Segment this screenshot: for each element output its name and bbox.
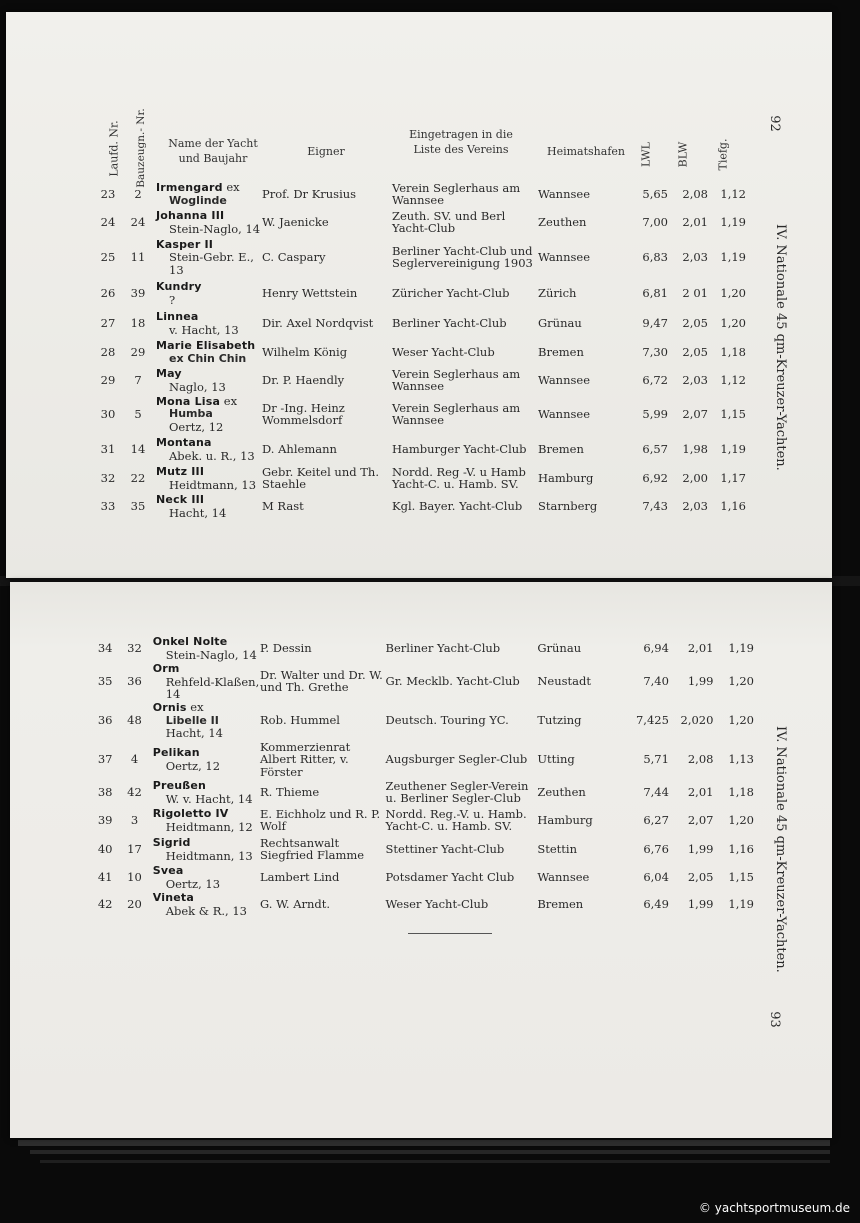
yacht-name: Mutz III <box>156 465 205 478</box>
lauf-nr: 30 <box>100 406 116 421</box>
yacht-builder: Naglo, 13 <box>169 379 226 394</box>
yacht-table-92 <box>96 180 746 520</box>
owner: Prof. Dr Krusius <box>262 186 357 201</box>
header-blw: BLW <box>676 141 690 168</box>
yacht-name-cell <box>153 634 260 662</box>
yacht-name: Svea <box>152 864 184 877</box>
tiefg-value: 1,15 <box>720 406 746 421</box>
yacht-name-cell <box>156 366 262 394</box>
header-tiefg: Tiefg. <box>716 138 730 171</box>
yacht-builder: Heidtmann, 12 <box>165 819 253 834</box>
owner: Dr. Walter und Dr. W. und Th. Grethe <box>260 667 383 695</box>
table-row <box>96 338 746 366</box>
blw-value: 2,01 <box>687 784 714 799</box>
yacht-builder: Stein-Naglo, 14 <box>169 221 261 236</box>
yacht-builder: W. v. Hacht, 14 <box>165 791 253 806</box>
bau-nr: 18 <box>130 315 146 330</box>
lauf-nr: 38 <box>97 784 113 799</box>
bau-nr: 2 <box>134 186 142 201</box>
yacht-name-suffix: ex <box>220 393 238 408</box>
club: Nordd. Reg.-V. u. Hamb. Yacht-C. u. Hamb. SV. <box>385 806 527 833</box>
tiefg-value: 1,17 <box>720 470 746 485</box>
yacht-builder: ? <box>169 292 176 307</box>
bau-nr: 39 <box>130 285 146 300</box>
bau-nr: 17 <box>127 841 142 856</box>
yacht-name: Kundry <box>156 280 202 293</box>
home-port: Zeuthen <box>537 784 586 799</box>
tiefg-value: 1,12 <box>720 186 746 201</box>
tiefg-value: 1,19 <box>728 896 754 911</box>
lauf-nr: 29 <box>100 372 116 387</box>
club: Berliner Yacht-Club <box>385 640 501 655</box>
club: Augsburger Segler-Club <box>385 752 528 766</box>
yacht-builder: ex Chin Chin <box>169 351 247 365</box>
yacht-builder-extra: Hacht, 14 <box>165 726 224 741</box>
blw-value: 1,99 <box>687 896 714 911</box>
tiefg-value: 1,13 <box>728 752 754 766</box>
lauf-nr: 23 <box>100 186 116 201</box>
table-row <box>96 492 746 520</box>
owner: Wilhelm König <box>262 344 348 359</box>
table-row <box>96 464 746 492</box>
lwl-value: 7,44 <box>643 784 669 799</box>
yacht-name-cell <box>153 701 260 741</box>
club: Zeuthener Segler-Verein u. Berliner Segler-Club <box>385 778 529 805</box>
yacht-name-cell <box>156 492 262 520</box>
tiefg-value: 1,20 <box>728 812 754 827</box>
home-port: Hamburg <box>537 812 593 827</box>
yacht-name-suffix: ex <box>222 180 240 194</box>
table-row <box>94 778 754 806</box>
yacht-name-cell <box>153 864 260 890</box>
tiefg-value: 1,20 <box>720 285 746 300</box>
lwl-value: 7,40 <box>643 674 669 688</box>
yacht-builder: Abek. u. R., 13 <box>169 448 255 463</box>
owner: G. W. Arndt. <box>260 896 331 911</box>
tiefg-value: 1,20 <box>720 315 746 330</box>
lauf-nr: 35 <box>97 674 113 688</box>
club: Potsdamer Yacht Club <box>385 869 515 884</box>
yacht-builder: Oertz, 12 <box>165 758 221 773</box>
page-edge <box>18 1140 830 1146</box>
table-row <box>96 394 746 434</box>
bau-nr: 42 <box>127 784 142 799</box>
lwl-value: 5,99 <box>642 406 668 421</box>
yacht-name: Ornis <box>152 701 187 715</box>
yacht-name-cell <box>153 890 260 918</box>
yacht-name: Preußen <box>152 779 207 792</box>
header-name: Name der Yacht und Baujahr <box>168 137 258 165</box>
tiefg-value: 1,16 <box>728 841 754 856</box>
lauf-nr: 31 <box>100 441 116 456</box>
yacht-builder: Rehfeld-Klaßen, 14 <box>165 674 260 701</box>
yacht-table-93 <box>94 634 754 918</box>
lwl-value: 7,30 <box>642 344 668 359</box>
owner: Henry Wettstein <box>262 285 358 300</box>
lauf-nr: 32 <box>100 470 116 485</box>
lauf-nr: 25 <box>100 249 116 264</box>
lwl-value: 9,47 <box>642 315 668 330</box>
bau-nr: 14 <box>130 441 146 456</box>
page-number: 93 <box>766 1011 782 1028</box>
lauf-nr: 36 <box>97 713 113 728</box>
home-port: Bremen <box>538 441 584 456</box>
yacht-name: Irmengard <box>156 181 223 194</box>
yacht-builder: Heidtmann, 13 <box>169 477 257 492</box>
club: Kgl. Bayer. Yacht-Club <box>392 498 523 513</box>
home-port: Tutzing <box>537 713 582 728</box>
club: Stettiner Yacht-Club <box>385 841 505 856</box>
side-title: IV. Nationale 45 qm-Kreuzer-Yachten. <box>773 224 788 471</box>
header-hafen: Heimatshafen <box>547 145 625 158</box>
blw-value: 2,07 <box>682 406 708 421</box>
yacht-builder: v. Hacht, 13 <box>169 322 239 337</box>
yacht-name: Neck III <box>156 493 205 506</box>
yacht-name-cell <box>156 394 262 434</box>
tiefg-value: 1,19 <box>720 214 746 229</box>
yacht-builder: Stein-Gebr. E., 13 <box>169 250 254 277</box>
bau-nr: 5 <box>134 406 142 421</box>
header-lauf-nr: Laufd. Nr. <box>107 120 121 177</box>
owner: Dir. Axel Nordqvist <box>262 315 374 330</box>
table-row <box>94 662 754 701</box>
tiefg-value: 1,19 <box>728 640 754 655</box>
blw-value: 2,05 <box>687 869 714 884</box>
table-row <box>96 208 746 236</box>
owner: C. Caspary <box>262 249 326 264</box>
home-port: Wannsee <box>537 869 590 884</box>
blw-value: 1,99 <box>687 841 714 856</box>
yacht-name-cell <box>156 278 262 308</box>
table-row <box>94 834 754 864</box>
tiefg-value: 1,12 <box>720 372 746 387</box>
lwl-value: 6,94 <box>643 640 669 655</box>
club: Berliner Yacht-Club und Seglervereinigung 1903 <box>392 243 533 270</box>
yacht-name: Mona Lisa <box>156 394 221 408</box>
blw-value: 2,03 <box>682 249 708 264</box>
page-edge <box>30 1150 830 1154</box>
table-row <box>94 864 754 890</box>
lwl-value: 6,49 <box>643 896 669 911</box>
yacht-name-cell <box>153 806 260 834</box>
lwl-value: 7,00 <box>642 214 668 229</box>
table-row <box>94 701 754 741</box>
home-port: Utting <box>537 752 575 766</box>
owner: Kommerzienrat Albert Ritter, v. Förster <box>260 739 351 779</box>
yacht-name-cell <box>156 464 262 492</box>
yacht-name: Rigoletto IV <box>152 807 229 820</box>
tiefg-value: 1,20 <box>728 674 754 688</box>
table-row <box>94 634 754 662</box>
header-lwl: LWL <box>639 142 653 167</box>
tiefg-value: 1,20 <box>728 713 754 728</box>
lauf-nr: 37 <box>97 752 113 766</box>
home-port: Grünau <box>538 315 582 330</box>
home-port: Starnberg <box>538 498 598 513</box>
lwl-value: 6,81 <box>642 285 668 300</box>
yacht-name: Sigrid <box>152 836 191 849</box>
home-port: Bremen <box>537 896 584 911</box>
yacht-builder: Abek & R., 13 <box>165 903 247 918</box>
owner: M Rast <box>262 498 304 513</box>
blw-value: 2,08 <box>687 752 714 766</box>
header-eigner: Eigner <box>307 145 345 158</box>
page-93 <box>10 582 832 1138</box>
club: Deutsch. Touring YC. <box>385 713 509 728</box>
yacht-name-cell <box>153 778 260 806</box>
yacht-name-cell <box>156 308 262 338</box>
owner: Rob. Hummel <box>260 713 340 728</box>
club: Verein Seglerhaus am Wannsee <box>392 366 521 393</box>
home-port: Stettin <box>537 841 577 856</box>
lwl-value: 6,04 <box>643 869 669 884</box>
table-row <box>96 278 746 308</box>
header-bau-nr: Bauzeugn.- Nr. <box>135 108 147 188</box>
bau-nr: 10 <box>127 869 142 884</box>
lwl-value: 7,43 <box>642 498 668 513</box>
yacht-name: Onkel Nolte <box>152 635 228 648</box>
bau-nr: 35 <box>130 498 146 513</box>
club: Zeuth. SV. und Berl Yacht-Club <box>392 208 506 235</box>
bau-nr: 22 <box>130 470 146 485</box>
page-number: 92 <box>766 115 782 132</box>
table-row <box>96 308 746 338</box>
blw-value: 1,99 <box>687 674 714 688</box>
tiefg-value: 1,16 <box>720 498 746 513</box>
lwl-value: 6,72 <box>642 372 668 387</box>
lauf-nr: 42 <box>97 896 113 911</box>
yacht-builder: Woglinde <box>169 193 227 207</box>
owner: Lambert Lind <box>260 869 340 884</box>
blw-value: 2,00 <box>682 470 708 485</box>
bau-nr: 32 <box>127 640 142 655</box>
blw-value: 2,01 <box>687 640 714 655</box>
tiefg-value: 1,18 <box>720 344 746 359</box>
blw-value: 1,98 <box>682 441 708 456</box>
table-row <box>96 180 746 208</box>
club: Weser Yacht-Club <box>385 896 489 911</box>
blw-value: 2 01 <box>682 285 708 300</box>
home-port: Grünau <box>537 640 582 655</box>
home-port: Wannsee <box>538 249 591 264</box>
yacht-name-cell <box>156 236 262 278</box>
tiefg-value: 1,19 <box>720 441 746 456</box>
bau-nr: 29 <box>130 344 146 359</box>
yacht-builder: Heidtmann, 13 <box>165 848 253 863</box>
owner: D. Ahlemann <box>262 441 337 456</box>
owner: Gebr. Keitel und Th. Staehle <box>262 464 379 491</box>
club: Hamburger Yacht-Club <box>392 441 527 456</box>
yacht-name-suffix: ex <box>186 700 204 715</box>
owner: R. Thieme <box>260 784 320 799</box>
copyright-notice: © yachtsportmuseum.de <box>698 1201 850 1215</box>
lauf-nr: 24 <box>100 214 116 229</box>
table-row <box>96 236 746 278</box>
club: Berliner Yacht-Club <box>392 315 507 330</box>
yacht-name: Linnea <box>156 310 199 323</box>
lauf-nr: 27 <box>100 315 116 330</box>
yacht-builder: Stein-Naglo, 14 <box>165 647 257 662</box>
yacht-builder-extra: Oertz, 12 <box>169 419 224 434</box>
home-port: Bremen <box>538 344 584 359</box>
yacht-name-cell <box>156 180 262 208</box>
table-row <box>94 806 754 834</box>
bau-nr: 3 <box>130 812 139 827</box>
blw-value: 2,01 <box>682 214 708 229</box>
yacht-builder: Humba <box>169 407 213 421</box>
home-port: Neustadt <box>537 674 591 688</box>
yacht-name: Orm <box>152 662 180 675</box>
yacht-builder: Libelle II <box>165 713 219 727</box>
table-row <box>94 890 754 918</box>
club: Verein Seglerhaus am Wannsee <box>392 400 521 427</box>
blw-value: 2,05 <box>682 315 708 330</box>
owner: Rechtsanwalt Siegfried Flamme <box>260 835 365 862</box>
home-port: Wannsee <box>538 186 591 201</box>
yacht-name: Johanna III <box>156 209 225 222</box>
tiefg-value: 1,15 <box>728 869 754 884</box>
lauf-nr: 26 <box>100 285 116 300</box>
bau-nr: 24 <box>130 214 146 229</box>
lwl-value: 6,57 <box>642 441 668 456</box>
home-port: Wannsee <box>538 406 591 421</box>
lauf-nr: 40 <box>97 841 113 856</box>
lauf-nr: 34 <box>97 640 113 655</box>
yacht-name: Vineta <box>152 891 194 904</box>
page-edge <box>40 1160 830 1163</box>
page-92 <box>6 12 832 578</box>
bau-nr: 36 <box>127 674 142 688</box>
yacht-name: Montana <box>156 436 212 449</box>
lwl-value: 6,76 <box>643 841 669 856</box>
tiefg-value: 1,19 <box>720 249 746 264</box>
club: Nordd. Reg -V. u Hamb Yacht-C. u. Hamb. SV. <box>392 464 526 491</box>
bau-nr: 48 <box>127 713 142 728</box>
yacht-name: May <box>156 367 182 380</box>
yacht-name-cell <box>156 434 262 464</box>
owner: Dr. P. Haendly <box>262 372 345 387</box>
lwl-value: 7,425 <box>635 713 669 728</box>
yacht-builder: Hacht, 14 <box>169 505 227 520</box>
yacht-builder: Oertz, 13 <box>165 876 221 891</box>
owner: P. Dessin <box>260 640 312 655</box>
blw-value: 2,05 <box>682 344 708 359</box>
blw-value: 2,03 <box>682 498 708 513</box>
lwl-value: 5,71 <box>643 752 669 766</box>
table-row <box>96 434 746 464</box>
lauf-nr: 28 <box>100 344 116 359</box>
owner: E. Eichholz und R. P. Wolf <box>260 806 381 833</box>
header-verein: Eingetragen in die Liste des Vereins <box>409 128 513 156</box>
club: Gr. Mecklb. Yacht-Club <box>385 674 520 688</box>
home-port: Hamburg <box>538 470 594 485</box>
lwl-value: 6,83 <box>642 249 668 264</box>
yacht-name-cell <box>153 662 260 701</box>
home-port: Zeuthen <box>538 214 587 229</box>
lwl-value: 6,27 <box>643 812 669 827</box>
yacht-name: Pelikan <box>152 746 200 760</box>
yacht-name: Kasper II <box>156 237 214 251</box>
blw-value: 2,08 <box>682 186 708 201</box>
blw-value: 2,07 <box>687 812 714 827</box>
club: Züricher Yacht-Club <box>392 285 510 300</box>
blw-value: 2,020 <box>680 713 714 728</box>
lwl-value: 5,65 <box>642 186 668 201</box>
yacht-name-cell <box>156 338 262 366</box>
owner: Dr -Ing. Heinz Wommelsdorf <box>262 400 345 427</box>
club: Verein Seglerhaus am Wannsee <box>392 180 521 207</box>
lauf-nr: 33 <box>100 498 116 513</box>
side-title: IV. Nationale 45 qm-Kreuzer-Yachten. <box>773 726 788 973</box>
bau-nr: 11 <box>130 249 146 264</box>
bau-nr: 7 <box>134 372 142 387</box>
lwl-value: 6,92 <box>642 470 668 485</box>
table-row <box>96 366 746 394</box>
lauf-nr: 41 <box>97 869 113 884</box>
yacht-name-cell <box>156 208 262 236</box>
yacht-name-cell <box>153 741 260 779</box>
tiefg-value: 1,18 <box>728 784 754 799</box>
bau-nr: 4 <box>130 752 139 766</box>
blw-value: 2,03 <box>682 372 708 387</box>
bau-nr: 20 <box>127 896 142 911</box>
home-port: Wannsee <box>538 372 591 387</box>
home-port: Zürich <box>538 285 577 300</box>
lauf-nr: 39 <box>97 812 113 827</box>
yacht-name: Marie Elisabeth <box>156 339 256 352</box>
table-row <box>94 741 754 779</box>
yacht-name-cell <box>153 834 260 864</box>
club: Weser Yacht-Club <box>392 344 495 359</box>
end-rule <box>408 933 492 934</box>
owner: W. Jaenicke <box>262 214 329 229</box>
